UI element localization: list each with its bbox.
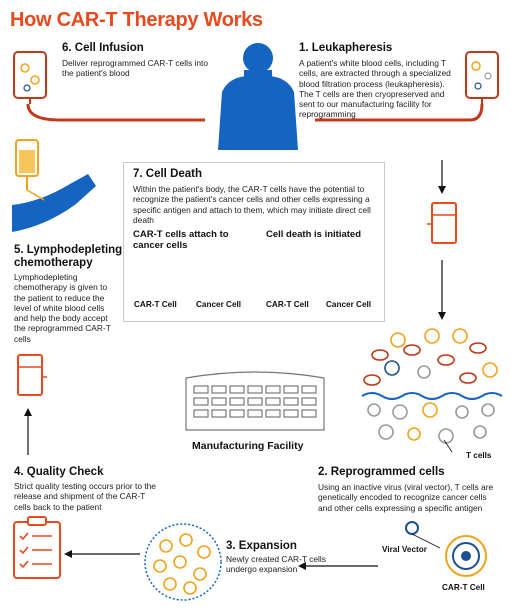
facility-label: Manufacturing Facility bbox=[192, 440, 304, 452]
cart-cell-label: CAR-T Cell bbox=[442, 583, 485, 592]
cancer-cell-label-2: Cancer Cell bbox=[326, 300, 372, 309]
cart-cell-icon bbox=[446, 536, 486, 576]
cart-cell-label-2: CAR-T Cell bbox=[266, 300, 309, 309]
cancer-cell-label-1: Cancer Cell bbox=[196, 300, 242, 309]
step-5-body: Lymphodepleting chemotherapy is given to the patient to reduce the level of white blood cells and help the body accept the reprogrammed CAR-T cells bbox=[14, 272, 111, 344]
step-7-heading: 7. Cell Death bbox=[133, 168, 203, 180]
patient-arm-icon bbox=[12, 174, 96, 232]
viral-vector-label: Viral Vector bbox=[382, 545, 427, 554]
step-4-body: Strict quality testing occurs prior to the release and shipment of the CAR-T cells back to the patient bbox=[14, 481, 156, 512]
infusion-tube-line bbox=[28, 104, 205, 120]
blood-cells-cluster-icon bbox=[362, 329, 502, 452]
step-6-body: Deliver reprogrammed CAR-T cells into the patient's blood bbox=[62, 58, 208, 79]
step-6-heading: 6. Cell Infusion bbox=[62, 42, 144, 54]
death-label: Cell death is initiated bbox=[266, 229, 362, 240]
expansion-dish-icon bbox=[145, 524, 221, 600]
step-7-body: Within the patient's body, the CAR-T cells have the potential to recognize the patient's cancer cells and other cells expressing a specific antigen and attach to them, which may initiate direct cell death bbox=[133, 184, 371, 225]
step-5-heading: 5. Lymphodepleting chemotherapy bbox=[14, 244, 123, 270]
step-2-heading: 2. Reprogrammed cells bbox=[318, 466, 445, 478]
infusion-bag-icon bbox=[14, 52, 46, 104]
shipping-container-icon bbox=[18, 355, 47, 395]
leukapheresis-bag-icon bbox=[466, 52, 498, 104]
chemo-bag-icon bbox=[16, 140, 38, 190]
step-1-body: A patient's white blood cells, including T cells, are extracted through a specialized blood filtration process (leukapheresis). The T cells are then cryopreserved and sent to our manufacturing facility for reprogramming bbox=[299, 58, 451, 120]
page-title: How CAR-T Therapy Works bbox=[10, 9, 263, 31]
cryo-container-icon bbox=[427, 203, 456, 243]
facility-building-icon bbox=[186, 372, 324, 430]
step-3-heading: 3. Expansion bbox=[226, 540, 297, 552]
clipboard-icon bbox=[14, 517, 60, 578]
t-cells-label: T cells bbox=[466, 451, 492, 460]
cart-cell-label-1: CAR-T Cell bbox=[134, 300, 177, 309]
step-3-body: Newly created CAR-T cells undergo expansion bbox=[226, 554, 326, 575]
step-1-heading: 1. Leukapheresis bbox=[299, 42, 393, 54]
patient-body-icon bbox=[218, 43, 298, 150]
step-4-heading: 4. Quality Check bbox=[14, 466, 104, 478]
step-2-body: Using an inactive virus (viral vector), T cells are genetically encoded to recognize cancer cells and other cells expressing a specific antigen bbox=[318, 482, 494, 513]
attach-label: CAR-T cells attach to cancer cells bbox=[133, 229, 229, 251]
